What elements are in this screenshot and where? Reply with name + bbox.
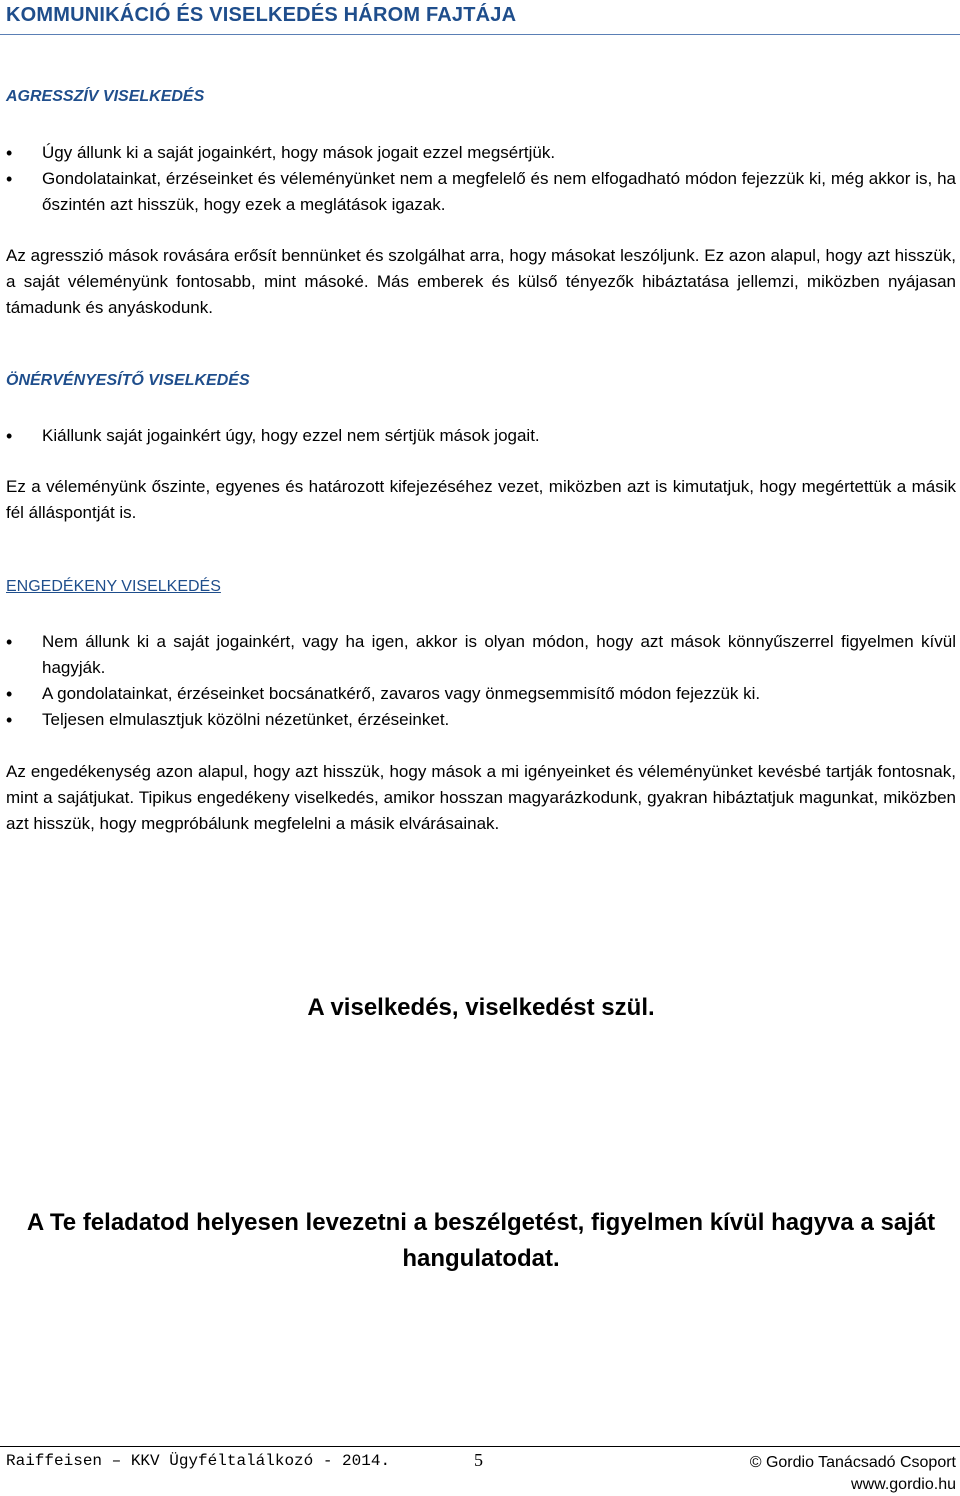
submissive-paragraph: Az engedékenység azon alapul, hogy azt hisszük, hogy mások a mi igényeinket és véleményünket kevésbé tartják fontosnak, mint a sajátjukat. Tipikus engedékeny viselkedés, amikor hosszan magyarázkodunk, gyakran hibáztatjuk magunkat, miközben azt hisszük, hogy megpróbálunk megfelelni a másik elvárásainak. bbox=[6, 762, 956, 833]
footer-event-label: Raiffeisen – KKV Ügyféltalálkozó - 2014. bbox=[6, 1452, 391, 1470]
footer-divider bbox=[0, 1446, 960, 1447]
copyright-text: © Gordio Tanácsadó Csoport bbox=[749, 1454, 956, 1471]
motto-first: A viselkedés, viselkedést szül. bbox=[307, 994, 655, 1021]
header-divider bbox=[0, 34, 960, 35]
aggressive-bullet-list bbox=[6, 140, 956, 218]
aggressive-heading: AGRESSZÍV VISELKEDÉS bbox=[6, 88, 205, 105]
list-item: • Gondolatainkat, érzéseinket és véleményünket nem a megfelelő és nem elfogadható módon fejezzük ki, még akkor is, ha őszintén azt hisszük, hogy ezek a meglátások igazak. bbox=[6, 166, 956, 218]
list-item: • Nem állunk ki a saját jogainkért, vagy ha igen, akkor is olyan módon, hogy azt mások könnyűszerrel figyelmen kívül hagyják. bbox=[6, 629, 956, 681]
list-item: • Kiállunk saját jogainkért úgy, hogy ezzel nem sértjük mások jogait. bbox=[6, 423, 956, 449]
list-item: • Teljesen elmulasztjuk közölni nézetünket, érzéseinket. bbox=[6, 707, 956, 733]
list-item: • A gondolatainkat, érzéseinket bocsánatkérő, zavaros vagy önmegsemmisítő módon fejezzük ki. bbox=[6, 681, 956, 707]
document-header-title: KOMMUNIKÁCIÓ ÉS VISELKEDÉS HÁROM FAJTÁJA bbox=[6, 4, 517, 26]
assertive-paragraph: Ez a véleményünk őszinte, egyenes és határozott kifejezéséhez vezet, miközben azt is kimutatjuk, hogy megértettük a másik fél álláspontját is. bbox=[6, 477, 956, 522]
aggressive-paragraph: Az agresszió mások rovására erősít bennünket és szolgálhat arra, hogy másokat leszóljunk. Ez azon alapul, hogy azt hisszük, a saját véleményünk fontosabb, mint másoké. Más emberek és külső tényezők hibáztatása jellemzi, miközben nyájasan támadunk és anyáskodunk. bbox=[6, 246, 956, 317]
submissive-heading: ENGEDÉKENY VISELKEDÉS bbox=[6, 578, 221, 595]
list-item: • Úgy állunk ki a saját jogainkért, hogy mások jogait ezzel megsértjük. bbox=[6, 140, 956, 166]
website-link[interactable]: www.gordio.hu bbox=[851, 1476, 956, 1493]
page-number: 5 bbox=[474, 1450, 483, 1470]
submissive-bullet-list bbox=[6, 629, 956, 733]
motto-second: A Te feladatod helyesen levezetni a beszélgetést, figyelmen kívül hagyva a saját hangulatodat. bbox=[26, 1209, 936, 1272]
assertive-heading: ÖNÉRVÉNYESÍTŐ VISELKEDÉS bbox=[6, 372, 250, 389]
footer-copyright bbox=[750, 1452, 956, 1496]
assertive-bullet-list bbox=[6, 423, 956, 449]
